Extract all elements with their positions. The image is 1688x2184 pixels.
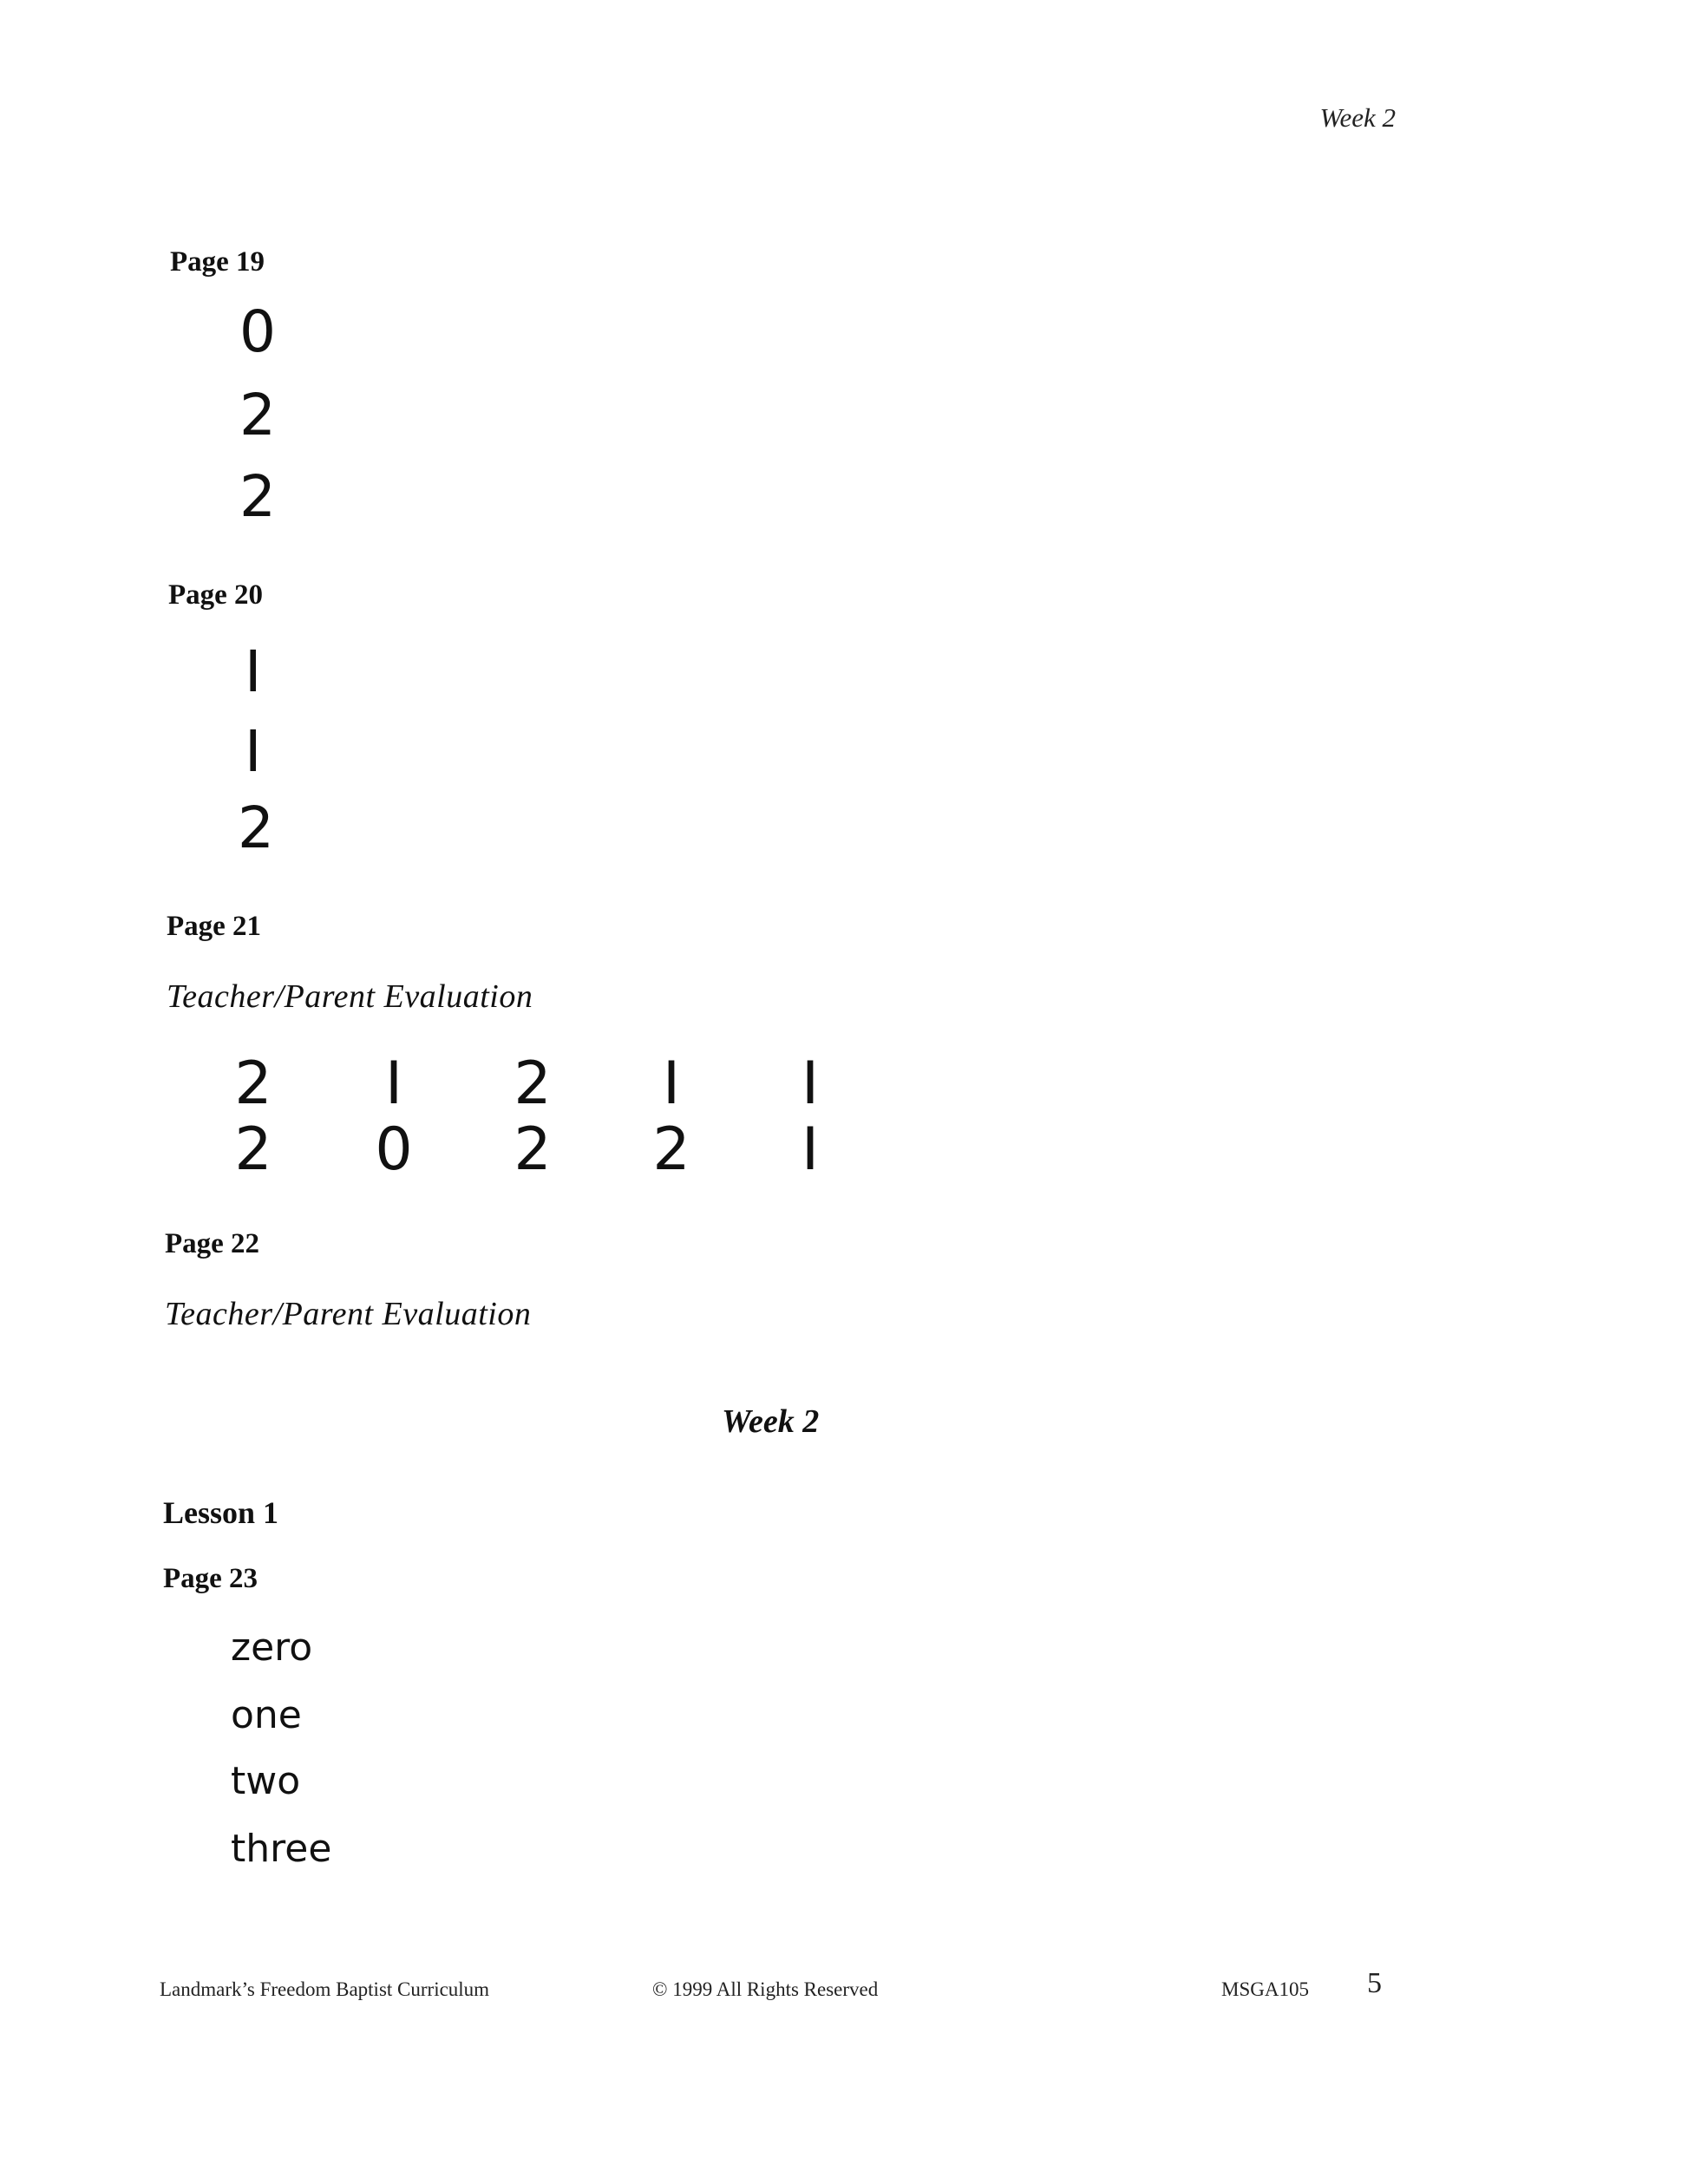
page-19-answer-3: 2 [239, 463, 276, 530]
page-20-label: Page 20 [168, 579, 264, 611]
grid-cell: I [801, 1115, 820, 1184]
grid-cell: 2 [234, 1049, 272, 1118]
page-21-evaluation-note: Teacher/Parent Evaluation [167, 978, 533, 1015]
number-word-one: one [231, 1693, 302, 1737]
footer-curriculum: Landmark’s Freedom Baptist Curriculum [160, 1978, 490, 2000]
page-19-answer-1: 0 [239, 298, 276, 365]
grid-cell: 2 [514, 1115, 552, 1184]
grid-cell: I [801, 1049, 820, 1118]
footer-copyright: © 1999 All Rights Reserved [652, 1978, 879, 2000]
page-20-answer-1: I [245, 638, 262, 705]
page-number: 5 [1367, 1967, 1382, 1999]
page-20-answer-3: 2 [238, 794, 274, 861]
page-19-label: Page 19 [170, 246, 265, 278]
number-word-three: three [231, 1827, 332, 1871]
week-heading: Week 2 [722, 1403, 820, 1440]
page-20-answer-2: I [245, 718, 262, 785]
page-19-answer-2: 2 [239, 382, 276, 448]
grid-cell: I [662, 1049, 681, 1118]
grid-cell: 2 [234, 1115, 272, 1184]
number-word-zero: zero [231, 1625, 313, 1670]
grid-cell: 0 [375, 1115, 413, 1184]
page-22-label: Page 22 [165, 1228, 260, 1259]
running-header: Week 2 [1319, 102, 1396, 133]
page-23-label: Page 23 [163, 1563, 258, 1594]
page-21-label: Page 21 [167, 911, 262, 942]
number-word-two: two [231, 1759, 301, 1803]
grid-cell: I [384, 1049, 403, 1118]
grid-cell: 2 [514, 1049, 552, 1118]
page-22-evaluation-note: Teacher/Parent Evaluation [165, 1296, 532, 1332]
footer-code: MSGA105 [1221, 1978, 1309, 2000]
grid-cell: 2 [652, 1115, 690, 1184]
lesson-label: Lesson 1 [163, 1495, 279, 1530]
